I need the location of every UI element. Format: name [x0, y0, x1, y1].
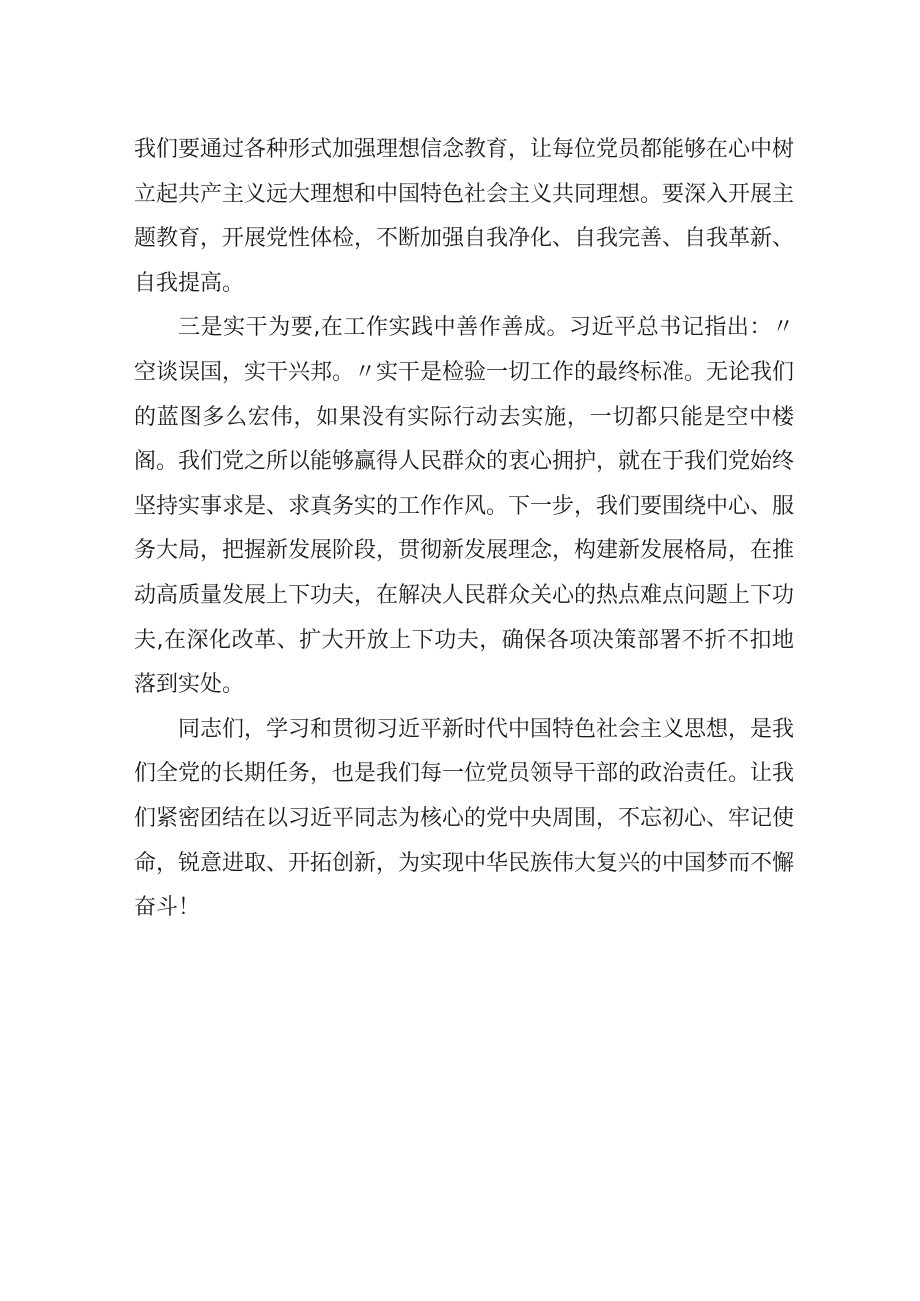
paragraph-ideals-education: 我们要通过各种形式加强理想信念教育，让每位党员都能够在心中树立起共产主义远大理想和中国特色社会主义共同理想。要深入开展主题教育，开展党性体检，不断加强自我净化、自我完善、自我革新、自我提高。 — [134, 137, 795, 296]
paragraph-practical-work: 三是实干为要,在工作实践中善作善成。习近平总书记指出：〃空谈误国，实干兴邦。〃实干是检验一切工作的最终标准。无论我们的蓝图多么宏伟，如果没有实际行动去实施，一切都只能是空中楼阁。我们党之所以能够赢得人民群众的衷心拥护，就在于我们党始终坚持实事求是、求真务实的工作作风。下一步，我们要围绕中心、服务大局，把握新发展阶段，贯彻新发展理念，构建新发展格局，在推动高质量发展上下功夫，在解决人民群众关心的热点难点问题上下功夫,在深化改革、扩大开放上下功夫，确保各项决策部署不折不扣地落到实处。 — [134, 315, 795, 698]
paragraph-closing-call: 同志们，学习和贯彻习近平新时代中国特色社会主义思想，是我们全党的长期任务，也是我们每一位党员领导干部的政治责任。让我们紧密团结在以习近平同志为核心的党中央周围，不忘初心、牢记使命，锐意进取、开拓创新，为实现中华民族伟大复兴的中国梦而不懈奋斗！ — [134, 716, 795, 921]
document-body — [134, 128, 794, 931]
